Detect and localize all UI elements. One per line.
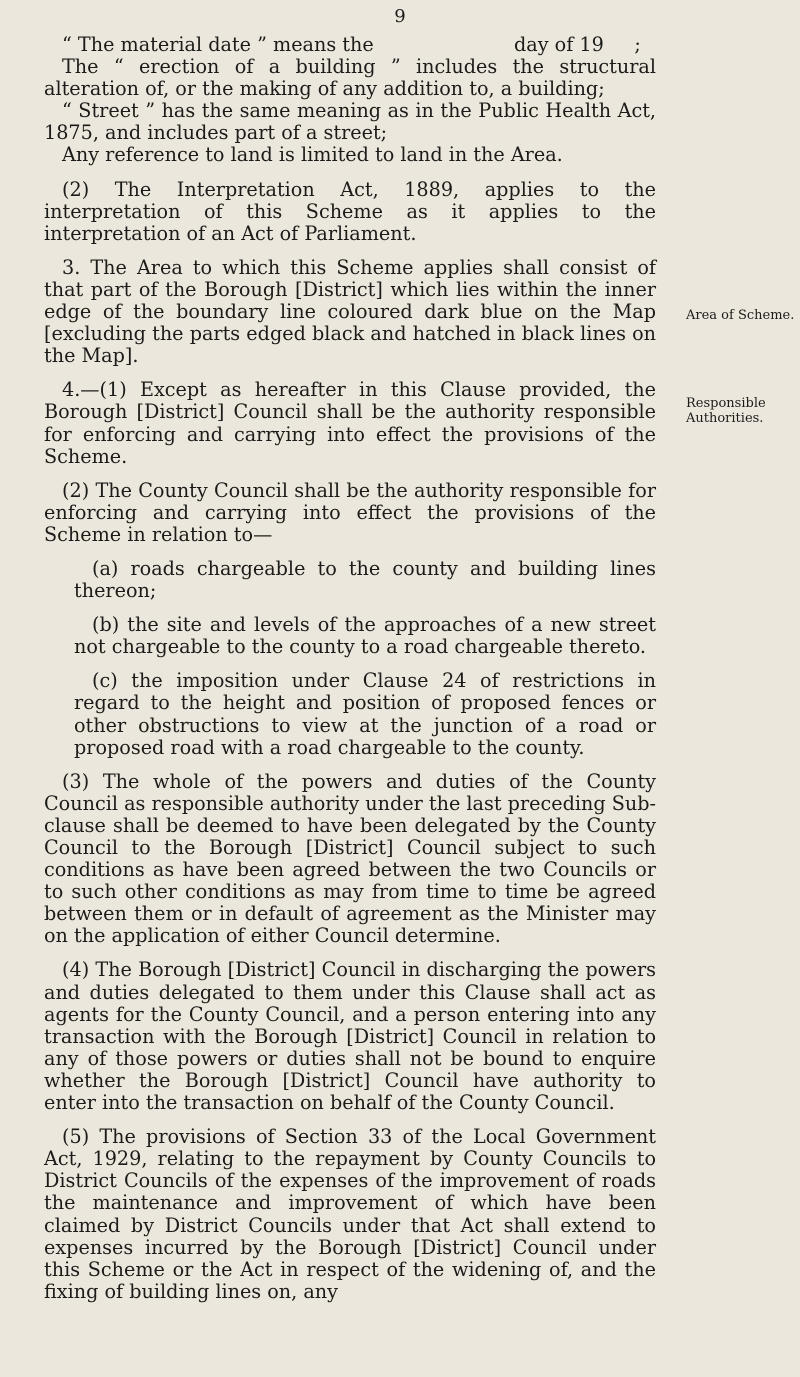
- clause-3-area: 3. The Area to which this Scheme applies shall consist of that part of the Borough [District] which lies within the inner edge of the boundary line coloured dark blue on the Map [excluding the parts edged black and hatched in black lines on the Map].: [44, 255, 656, 368]
- definition-erection: The “ erection of a building ” includes the structural alteration of, or the making of any addition to, a building;: [44, 55, 656, 101]
- clause-4-1: 4.—(1) Except as hereafter in this Clause provided, the Borough [District] Council shall be the authority responsible for enforcing and carrying into effect the provisions of the Scheme.: [44, 378, 656, 468]
- clause-4-4: (4) The Borough [District] Council in discharging the powers and duties delegated to them under this Clause shall act as agents for the County Council, and a person entering into any transaction with the Borough [District] Council in relation to any of those powers or duties shall not be bound to enquire whether the Borough [District] Council have authority to enter into the transaction on behalf of the County Council.: [44, 958, 656, 1115]
- page-number: 9: [394, 6, 406, 27]
- margin-note-area-of-scheme: Area of Scheme.: [686, 308, 795, 323]
- subclause-c: (c) the imposition under Clause 24 of restrictions in regard to the height and position of proposed fences or other obstructions to view at the junction of a road or proposed road with a road chargeable to the county.: [74, 669, 656, 759]
- body-text: [44, 34, 656, 1303]
- clause-4-2: (2) The County Council shall be the authority responsible for enforcing and carrying into effect the provisions of the Scheme in relation to—: [44, 478, 656, 546]
- clause-4-3: (3) The whole of the powers and duties of the County Council as responsible authority under the last preceding Sub-clause shall be deemed to have been delegated by the County Council to the Borough [District] Council subject to such conditions as have been agreed between the two Councils or to such other conditions as may from time to time be agreed between them or in default of agreement as the Minister may on the application of either Council determine.: [44, 769, 656, 948]
- subclause-a: (a) roads chargeable to the county and building lines thereon;: [74, 556, 656, 603]
- definition-street: “ Street ” has the same meaning as in the Public Health Act, 1875, and includes part of a street;: [44, 99, 656, 145]
- paragraph-interpretation-act: (2) The Interpretation Act, 1889, applies to the interpretation of this Scheme as it applies to the interpretation of an Act of Parliament.: [44, 177, 656, 245]
- clause-4-5: (5) The provisions of Section 33 of the Local Government Act, 1929, relating to the repayment by County Councils to District Councils of the expenses of the improvement of roads the maintenance and improvement of which have been claimed by District Councils under that Act shall extend to expenses incurred by the Borough [District] Council under this Scheme or the Act in respect of the widening of, and the fixing of building lines on, any: [44, 1125, 656, 1303]
- definition-material-date: “ The material date ” means the day of 19 ;: [62, 33, 641, 56]
- subclause-b: (b) the site and levels of the approaches of a new street not chargeable to the county to a road chargeable thereto.: [74, 613, 656, 659]
- margin-note-responsible-authorities: Responsible Authorities.: [686, 396, 766, 426]
- definition-land: Any reference to land is limited to land in the Area.: [62, 143, 563, 167]
